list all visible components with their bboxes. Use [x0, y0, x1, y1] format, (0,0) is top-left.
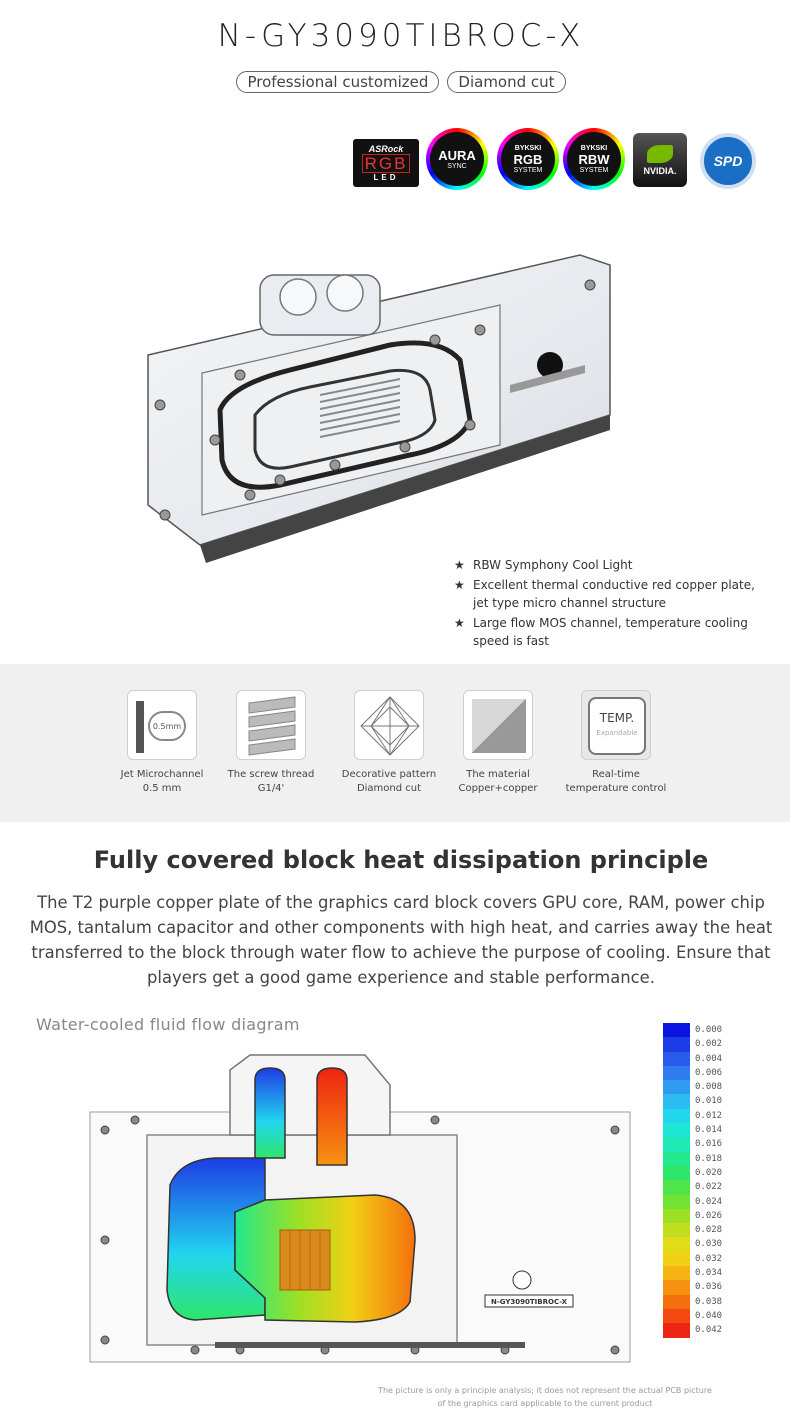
flow-legend — [663, 1023, 733, 1338]
legend-value: 0.004 — [695, 1053, 723, 1064]
legend-row — [663, 1252, 733, 1266]
legend-row — [663, 1037, 733, 1051]
legend-swatch — [663, 1166, 690, 1180]
fluid-flow-diagram — [85, 1040, 645, 1370]
disclaimer-note: The picture is only a principle analysis; it does not represent the actual PCB picture of the graphics card applicable to the current product — [378, 1386, 712, 1408]
legend-swatch — [663, 1137, 690, 1151]
legend-row — [663, 1152, 733, 1166]
star-icon: ★ — [454, 616, 465, 630]
legend-row — [663, 1237, 733, 1251]
legend-value: 0.036 — [695, 1282, 723, 1293]
legend-value: 0.016 — [695, 1139, 723, 1150]
legend-value: 0.010 — [695, 1096, 723, 1107]
legend-swatch — [663, 1295, 690, 1309]
legend-value: 0.032 — [695, 1253, 723, 1264]
legend-swatch — [663, 1266, 690, 1280]
principle-description: The T2 purple copper plate of the graphics card block covers GPU core, RAM, power chip MOS, tantalum capacitor and other components with high heat, and carries away the heat transferred to the block through water flow to achieve the purpose of cooling. Ensure that players get a good game experience and stable performance. — [29, 893, 773, 987]
legend-row — [663, 1137, 733, 1151]
legend-value: 0.038 — [695, 1296, 723, 1307]
legend-row — [663, 1094, 733, 1108]
legend-swatch — [663, 1280, 690, 1294]
legend-row — [663, 1080, 733, 1094]
aura-sync-logo: AURA SYNC — [426, 128, 488, 190]
feature-item: ★ Excellent thermal conductive red copper plate, jet type micro channel structure — [454, 578, 755, 610]
tag-professional-customized: Professional customized — [236, 71, 439, 93]
temperature-control-feature: TEMP. Expandable Real-time temperature control — [556, 690, 676, 796]
compatibility-logos — [350, 128, 760, 190]
legend-value: 0.024 — [695, 1196, 723, 1207]
legend-value: 0.012 — [695, 1110, 723, 1121]
legend-value: 0.014 — [695, 1125, 723, 1136]
legend-value: 0.008 — [695, 1082, 723, 1093]
legend-row — [663, 1166, 733, 1180]
legend-swatch — [663, 1209, 690, 1223]
star-icon: ★ — [454, 558, 465, 572]
legend-value: 0.030 — [695, 1239, 723, 1250]
legend-row — [663, 1295, 733, 1309]
legend-row — [663, 1323, 733, 1337]
legend-swatch — [663, 1195, 690, 1209]
star-icon: ★ — [454, 578, 465, 592]
legend-value: 0.034 — [695, 1268, 723, 1279]
tag-diamond-cut: Diamond cut — [447, 71, 565, 93]
feature-list — [454, 556, 774, 652]
screw-thread-feature: The screw thread G1/4' — [211, 690, 331, 796]
legend-swatch — [663, 1066, 690, 1080]
legend-value: 0.022 — [695, 1182, 723, 1193]
flow-diagram-title: Water-cooled fluid flow diagram — [36, 1015, 300, 1034]
feature-tags — [0, 71, 802, 93]
legend-value: 0.000 — [695, 1025, 723, 1035]
legend-row — [663, 1123, 733, 1137]
legend-swatch — [663, 1180, 690, 1194]
principle-heading: Fully covered block heat dissipation principle — [93, 846, 709, 874]
legend-swatch — [663, 1094, 690, 1108]
legend-swatch — [663, 1237, 690, 1251]
bykski-rbw-system-logo: BYKSKI RBW SYSTEM — [563, 128, 625, 190]
legend-row — [663, 1195, 733, 1209]
legend-value: 0.026 — [695, 1210, 723, 1221]
bykski-rgb-system-logo: BYKSKI RGB SYSTEM — [497, 128, 559, 190]
legend-swatch — [663, 1109, 690, 1123]
legend-value: 0.040 — [695, 1310, 723, 1321]
spd-logo: SPD — [700, 133, 756, 189]
asrock-rgb-led-logo: ASRock RGB LED — [353, 139, 419, 187]
legend-row — [663, 1223, 733, 1237]
copper-material-icon — [463, 690, 533, 760]
feature-item: ★ RBW Symphony Cool Light — [454, 558, 633, 572]
legend-swatch — [663, 1023, 690, 1037]
flow-block-label: N-GY3090TIBROC-X — [491, 1298, 567, 1306]
legend-value: 0.006 — [695, 1067, 723, 1078]
nvidia-eye-icon — [647, 145, 673, 163]
legend-swatch — [663, 1323, 690, 1337]
nvidia-logo: NVIDIA. — [633, 133, 687, 187]
jet-microchannel-feature: 0.5mm Jet Microchannel 0.5 mm — [102, 690, 222, 796]
legend-swatch — [663, 1080, 690, 1094]
diamond-cut-feature: Decorative pattern Diamond cut — [329, 690, 449, 796]
legend-swatch — [663, 1037, 690, 1051]
feature-icon-band — [0, 664, 790, 822]
legend-row — [663, 1280, 733, 1294]
legend-value: 0.002 — [695, 1039, 723, 1050]
legend-swatch — [663, 1309, 690, 1323]
legend-swatch — [663, 1252, 690, 1266]
legend-value: 0.018 — [695, 1153, 723, 1164]
temp-sensor-icon: TEMP. Expandable — [581, 690, 651, 760]
legend-row — [663, 1266, 733, 1280]
legend-row — [663, 1066, 733, 1080]
legend-value: 0.028 — [695, 1225, 723, 1236]
legend-row — [663, 1180, 733, 1194]
legend-row — [663, 1309, 733, 1323]
product-model-title: N-GY3090TIBROC-X — [217, 18, 585, 54]
microchannel-icon: 0.5mm — [127, 690, 197, 760]
legend-value: 0.042 — [695, 1325, 723, 1336]
water-block-product-image — [140, 245, 650, 575]
legend-swatch — [663, 1223, 690, 1237]
feature-item: ★ Large flow MOS channel, temperature cooling speed is fast — [454, 616, 748, 648]
screw-thread-icon — [236, 690, 306, 760]
legend-swatch — [663, 1052, 690, 1066]
legend-row — [663, 1109, 733, 1123]
diamond-pattern-icon — [354, 690, 424, 760]
legend-row — [663, 1023, 733, 1037]
legend-swatch — [663, 1123, 690, 1137]
legend-row — [663, 1052, 733, 1066]
legend-swatch — [663, 1152, 690, 1166]
legend-row — [663, 1209, 733, 1223]
material-feature: The material Copper+copper — [438, 690, 558, 796]
legend-value: 0.020 — [695, 1167, 723, 1178]
